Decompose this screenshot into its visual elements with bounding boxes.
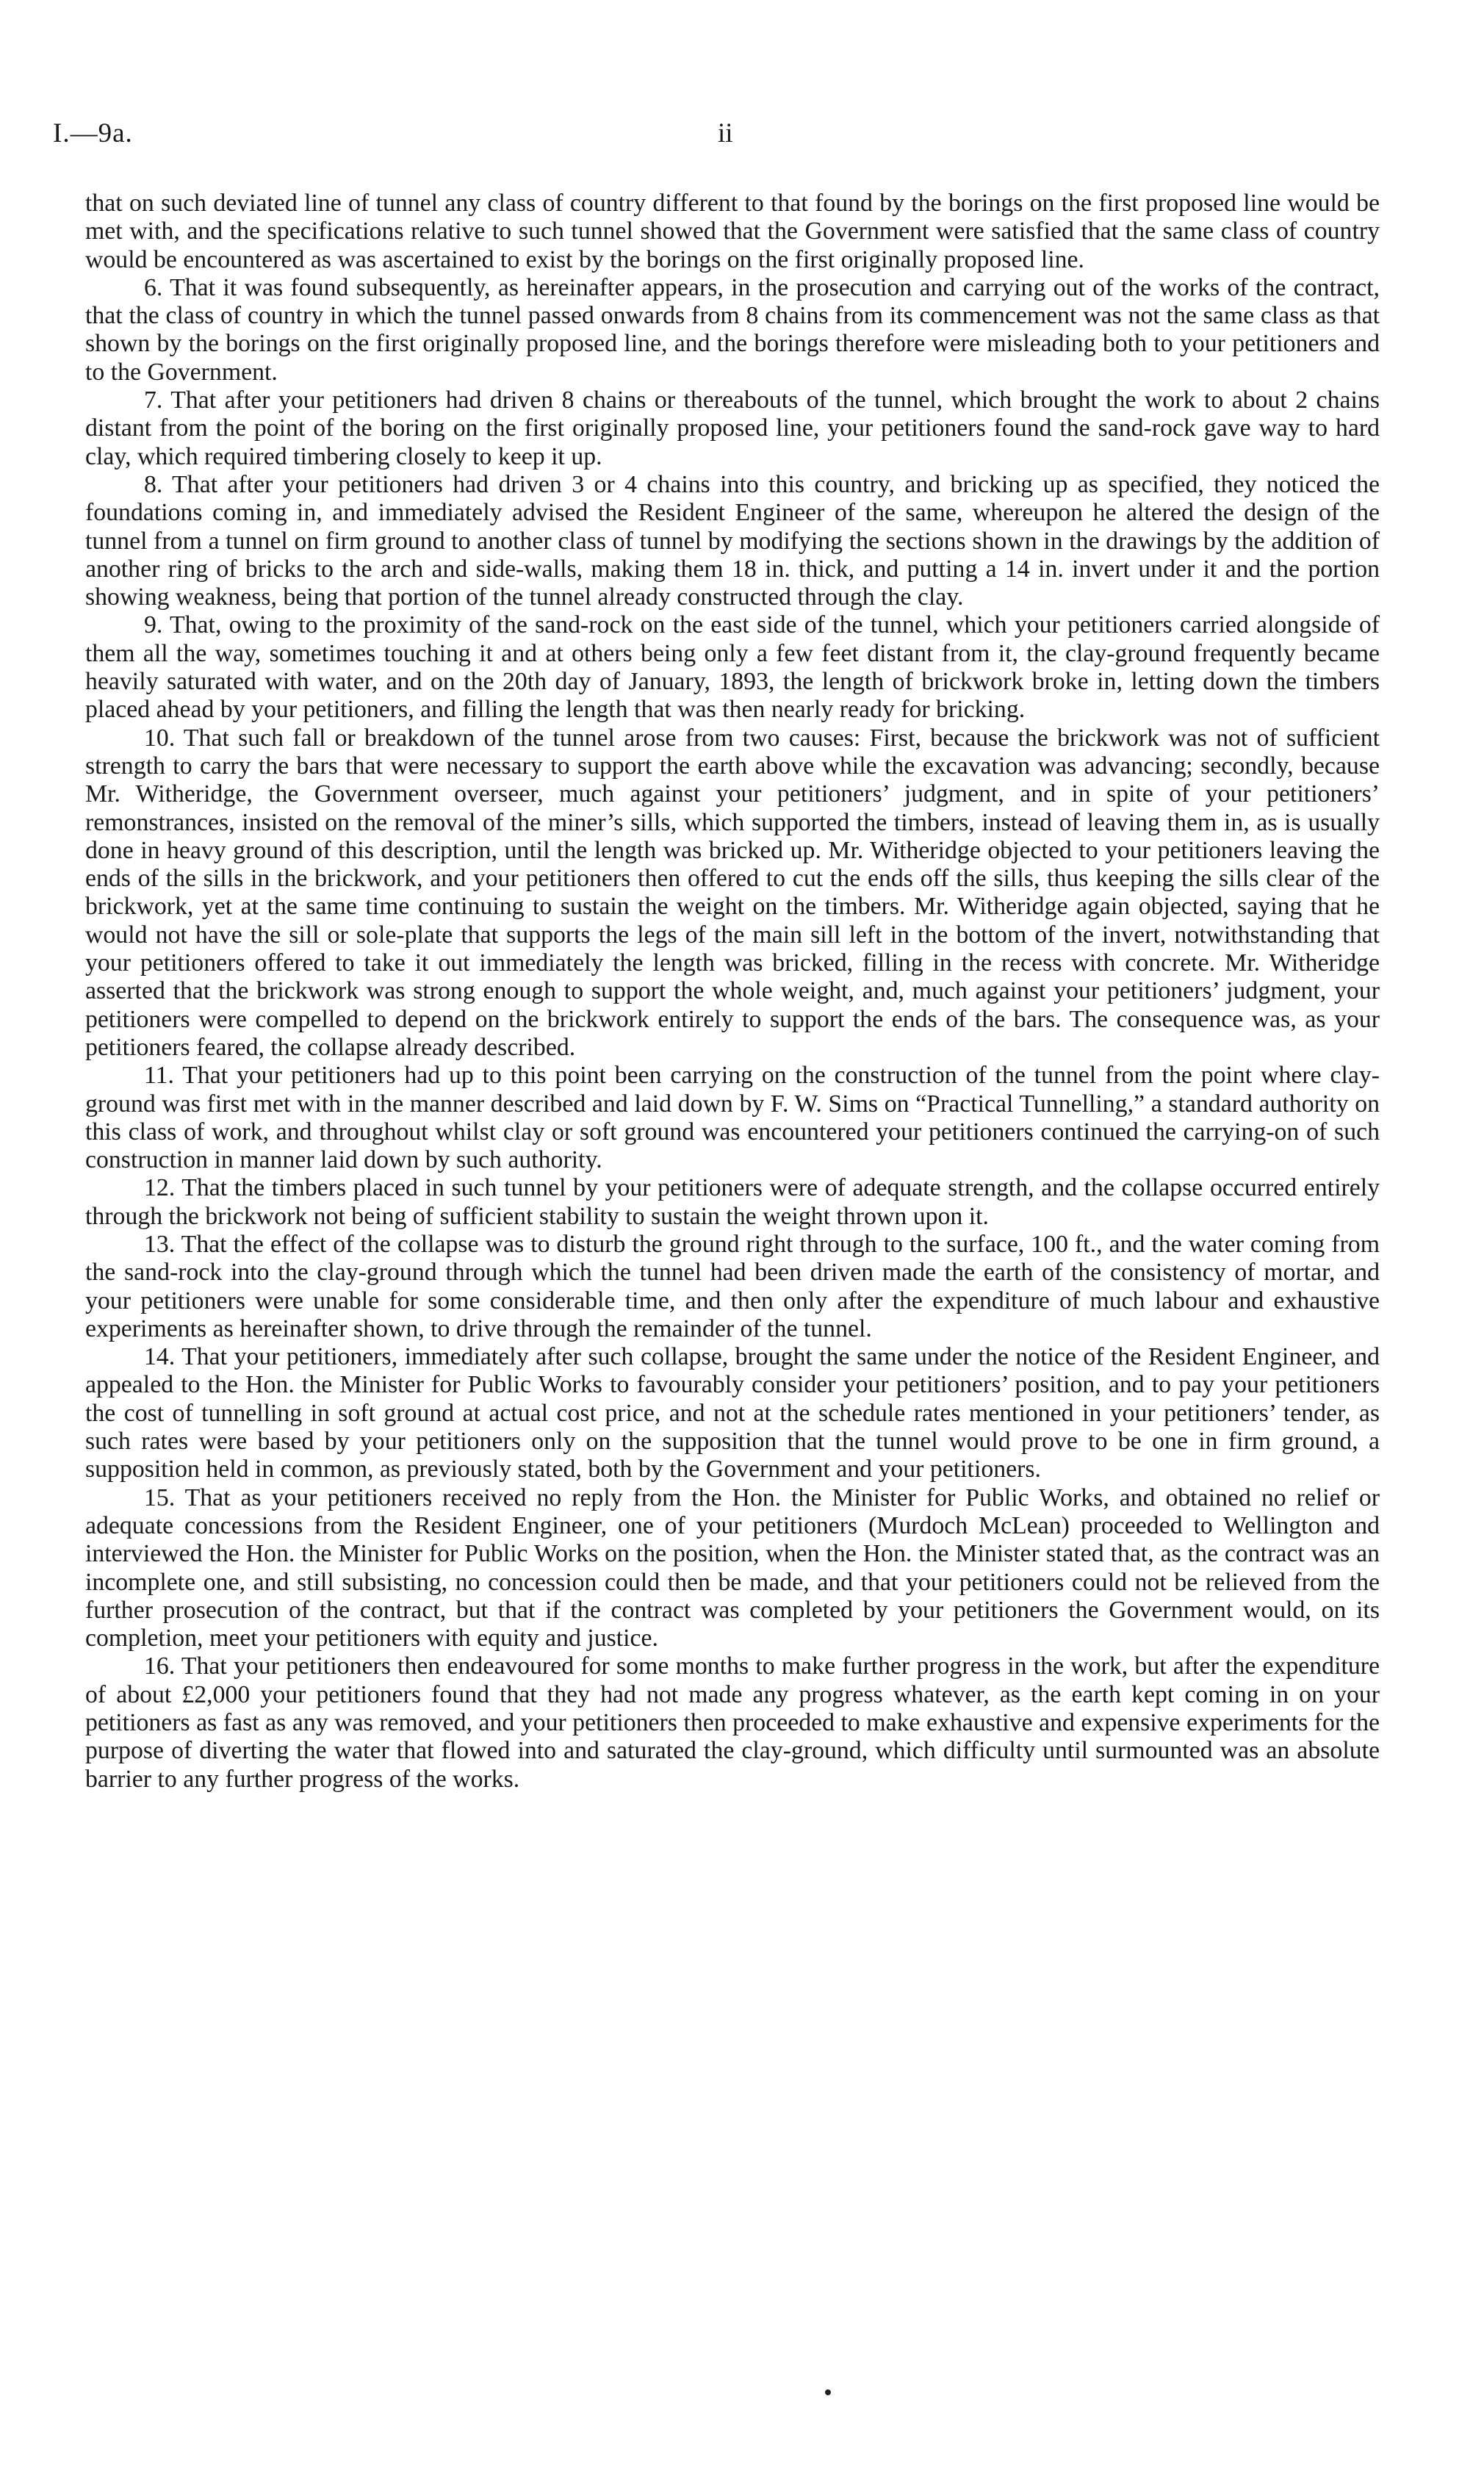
body-text [85, 190, 1380, 1794]
paragraph-10: 10. That such fall or breakdown of the tunnel arose from two causes: First, because the brickwork was not of sufficient strength to carry the bars that were necessary to support the earth above while the excavation was advancing; secondly, because Mr. Witheridge, the Government overseer, much against your petitioners’ judgment, and in spite of your petitioners’ remonstrances, insisted on the removal of the miner’s sills, which supported the timbers, instead of leaving them in, as is usually done in heavy ground of this description, until the length was bricked up. Mr. Witheridge objected to your petitioners leaving the ends of the sills in the brickwork, and your petitioners then offered to cut the ends off the sills, thus keeping the sills clear of the brickwork, yet at the same time continuing to sustain the weight on the timbers. Mr. Witheridge again objected, saying that he would not have the sill or sole-plate that supports the legs of the main sill left in the bottom of the invert, notwithstanding that your petitioners offered to take it out immediately the length was bricked, filling in the recess with concrete. Mr. Witheridge asserted that the brickwork was strong enough to support the whole weight, and, much against your petitioners’ judgment, your petitioners were compelled to depend on the brickwork entirely to support the ends of the bars. The consequence was, as your petitioners feared, the collapse already described. [85, 724, 1380, 1061]
paragraph-6: 6. That it was found subsequently, as hereinafter appears, in the prosecution and carrying out of the works of the contract, that the class of country in which the tunnel passed onwards from 8 chains from its commencement was not the same class as that shown by the borings on the first originally proposed line, and the borings therefore were misleading both to your petitioners and to the Government. [85, 273, 1380, 386]
paragraph-11: 11. That your petitioners had up to this point been carrying on the construction of the tunnel from the point where clay-ground was first met with in the manner described and laid down by F. W. Sims on “Practical Tunnelling,” a standard authority on this class of work, and throughout whilst clay or soft ground was encountered your petitioners continued the carrying-on of such construction in manner laid down by such authority. [85, 1062, 1380, 1174]
paragraph-12: 12. That the timbers placed in such tunnel by your petitioners were of adequate strength, and the collapse occurred entirely through the brickwork not being of sufficient stability to sustain the weight thrown upon it. [85, 1174, 1380, 1230]
page-header [53, 118, 1379, 162]
paragraph-7: 7. That after your petitioners had driven 8 chains or thereabouts of the tunnel, which brought the work to about 2 chains distant from the point of the boring on the first originally proposed line, your petitioners found the sand-rock gave way to hard clay, which required timbering closely to keep it up. [85, 386, 1380, 470]
paragraph-8: 8. That after your petitioners had driven 3 or 4 chains into this country, and bricking up as specified, they noticed the foundations coming in, and immediately advised the Resident Engineer of the same, whereupon he altered the design of the tunnel from a tunnel on firm ground to another class of tunnel by modifying the sections shown in the drawings by the addition of another ring of bricks to the arch and side-walls, making them 18 in. thick, and putting a 14 in. invert under it and the portion showing weakness, being that portion of the tunnel already constructed through the clay. [85, 470, 1380, 611]
end-mark-dot [825, 2389, 831, 2395]
paragraph-continuation: that on such deviated line of tunnel any class of country different to that found by the borings on the first proposed line would be met with, and the specifications relative to such tunnel showed that the Government were satisfied that the same class of country would be encountered as was ascertained to exist by the borings on the first originally proposed line. [85, 190, 1380, 273]
paragraph-14: 14. That your petitioners, immediately after such collapse, brought the same under the notice of the Resident Engineer, and appealed to the Hon. the Minister for Public Works to favourably consider your petitioners’ position, and to pay your petitioners the cost of tunnelling in soft ground at actual cost price, and not at the schedule rates mentioned in your petitioners’ tender, as such rates were based by your petitioners only on the supposition that the tunnel would prove to be one in firm ground, a supposition held in common, as previously stated, both by the Government and your petitioners. [85, 1343, 1380, 1483]
page-number: ii [718, 118, 733, 148]
document-reference: I.—9a. [53, 118, 133, 148]
paragraph-13: 13. That the effect of the collapse was to disturb the ground right through to the surface, 100 ft., and the water coming from the sand-rock into the clay-ground through which the tunnel had been driven made the earth of the consistency of mortar, and your petitioners were unable for some considerable time, and then only after the expenditure of much labour and exhaustive experiments as hereinafter shown, to drive through the remainder of the tunnel. [85, 1230, 1380, 1342]
paragraph-9: 9. That, owing to the proximity of the sand-rock on the east side of the tunnel, which your petitioners carried alongside of them all the way, sometimes touching it and at others being only a few feet distant from it, the clay-ground frequently became heavily saturated with water, and on the 20th day of January, 1893, the length of brickwork broke in, letting down the timbers placed ahead by your petitioners, and filling the length that was then nearly ready for bricking. [85, 611, 1380, 724]
paragraph-15: 15. That as your petitioners received no reply from the Hon. the Minister for Public Works, and obtained no relief or adequate concessions from the Resident Engineer, one of your petitioners (Murdoch McLean) proceeded to Wellington and interviewed the Hon. the Minister for Public Works on the position, when the Hon. the Minister stated that, as the contract was an incomplete one, and still subsisting, no concession could then be made, and that your petitioners could not be relieved from the further prosecution of the contract, but that if the contract was completed by your petitioners the Government would, on its completion, meet your petitioners with equity and justice. [85, 1483, 1380, 1652]
paragraph-16: 16. That your petitioners then endeavoured for some months to make further progress in the work, but after the expenditure of about £2,000 your petitioners found that they had not made any progress whatever, as the earth kept coming in on your petitioners as fast as any was removed, and your petitioners then proceeded to make exhaustive and expensive experiments for the purpose of diverting the water that flowed into and saturated the clay-ground, which difficulty until surmounted was an absolute barrier to any further progress of the works. [85, 1652, 1380, 1793]
